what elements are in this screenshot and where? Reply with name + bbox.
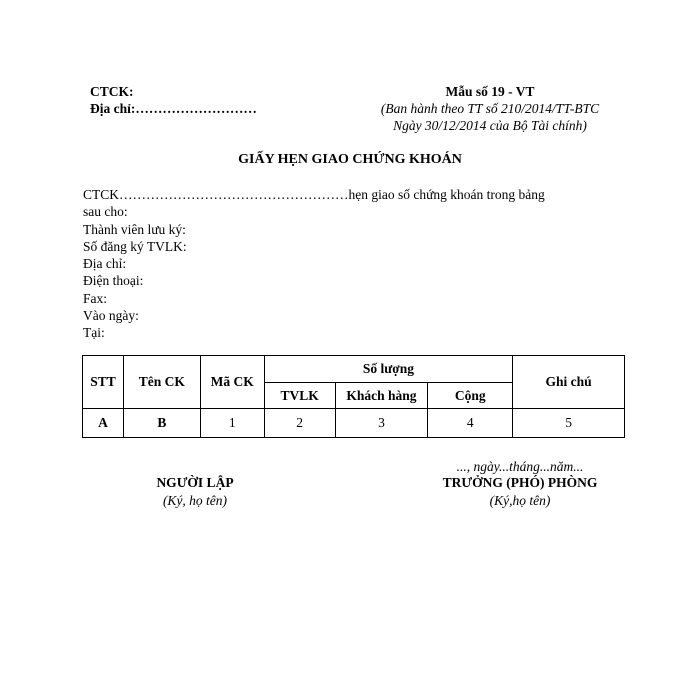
form-number: Mẫu số 19 - VT (445, 84, 535, 99)
field-fax: Fax: (83, 290, 108, 306)
securities-table (82, 355, 625, 438)
address-label: Địa chỉ:……………………… (90, 101, 257, 116)
intro-line-1: CTCK……………………………………………hẹn giao số chứng khoán trong bảng (83, 187, 545, 202)
col-so-luong: Số lượng (264, 356, 513, 383)
table-cell: 5 (513, 409, 625, 438)
field-dia-chi: Địa chỉ: (83, 256, 127, 272)
preparer-signature (110, 474, 280, 510)
sub-khach-hang: Khách hàng (335, 383, 428, 409)
document-body (83, 186, 603, 342)
table-cell: 3 (335, 409, 428, 438)
sub-cong: Cộng (428, 383, 513, 409)
document-title: GIẤY HẸN GIAO CHỨNG KHOÁN (238, 152, 462, 167)
table-cell: 1 (200, 409, 264, 438)
table-row (83, 409, 625, 438)
field-thanh-vien-luu-ky: Thành viên lưu ký: (83, 221, 186, 237)
field-vao-ngay: Vào ngày: (83, 308, 139, 324)
col-ghi-chu: Ghi chú (513, 356, 625, 409)
intro-line-2: sau cho: (83, 204, 128, 220)
field-dien-thoai: Điện thoại: (83, 273, 144, 289)
issued-by-line-1: (Ban hành theo TT số 210/2014/TT-BTC (380, 101, 600, 116)
table-cell: A (83, 409, 124, 438)
issued-by-line-2: Ngày 30/12/2014 của Bộ Tài chính) (393, 118, 587, 133)
field-tai: Tại: (83, 325, 105, 341)
sub-tvlk: TVLK (264, 383, 335, 409)
head-title: TRƯỞNG (PHÓ) PHÒNG (442, 475, 598, 490)
head-signature (420, 474, 620, 510)
table-header-row (83, 356, 625, 383)
company-label: CTCK: (90, 84, 134, 99)
header-right (340, 83, 640, 134)
header-left (90, 83, 257, 117)
table-cell: B (123, 409, 200, 438)
col-stt: STT (83, 356, 124, 409)
head-note: (Ký,họ tên) (489, 493, 551, 508)
preparer-note: (Ký, họ tên) (162, 493, 228, 508)
preparer-title: NGƯỜI LẬP (156, 475, 234, 490)
table-cell: 4 (428, 409, 513, 438)
field-so-dang-ky-tvlk: Số đăng ký TVLK: (83, 238, 187, 254)
col-ten-ck: Tên CK (123, 356, 200, 409)
date-line: ..., ngày...tháng...năm... (456, 459, 584, 474)
col-ma-ck: Mã CK (200, 356, 264, 409)
table-cell: 2 (264, 409, 335, 438)
